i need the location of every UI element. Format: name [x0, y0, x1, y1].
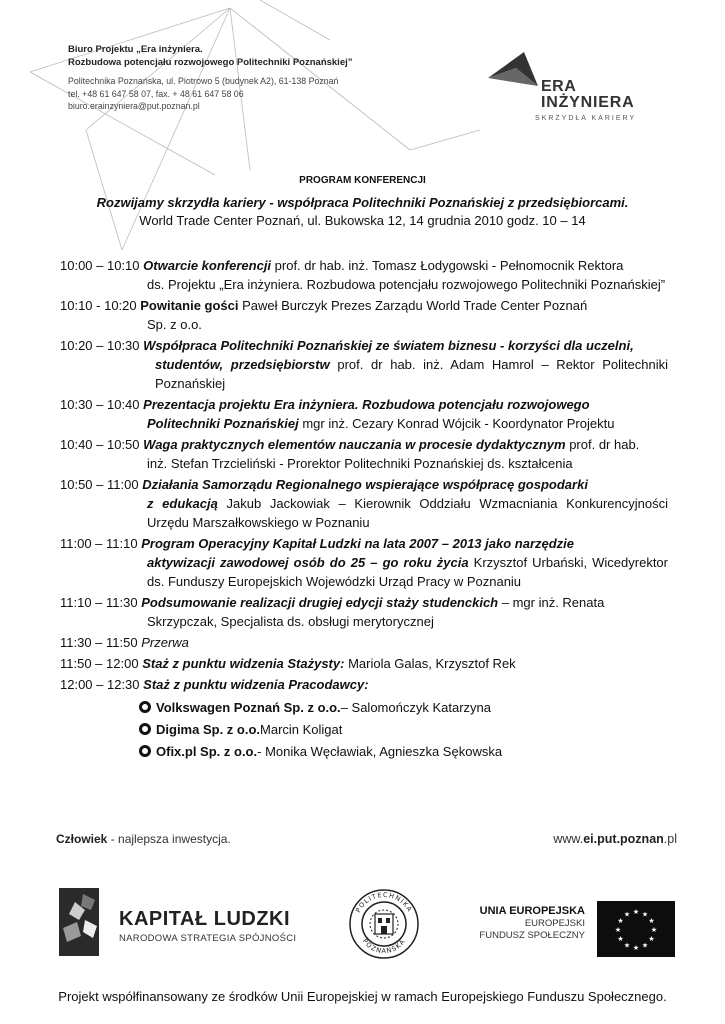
list-item — [60, 718, 668, 740]
svg-text:★: ★ — [617, 935, 624, 943]
office-address: Politechnika Poznańska, ul. Piotrowo 5 (budynek A2), 61-138 Poznań — [68, 76, 339, 86]
kapital-ludzki-emblem-icon — [55, 880, 115, 960]
circle-bullet-icon — [139, 701, 151, 713]
agenda-speaker: Paweł Burczyk Prezes Zarządu World Trade Center Poznań — [238, 298, 588, 313]
employer-people: - Monika Węcławiak, Agnieszka Sękowska — [257, 743, 503, 759]
cofinancing-statement: Projekt współfinansowany ze środków Unii Europejskiej w ramach Europejskiego Funduszu Społecznego. — [58, 989, 667, 1004]
ue-line2: EUROPEJSKI — [524, 918, 585, 929]
employer-company: Digima Sp. z o.o. — [156, 721, 261, 737]
conference-venue: World Trade Center Poznań, ul. Bukowska 12, 14 grudnia 2010 godz. 10 – 14 — [139, 213, 586, 228]
wing-icon — [486, 46, 546, 96]
agenda-time: 11:30 – 11:50 — [60, 635, 138, 650]
agenda-speaker: mgr inż. Cezary Konrad Wójcik - Koordynator Projektu — [298, 416, 615, 431]
agenda-speaker: – mgr inż. Renata — [498, 595, 605, 610]
agenda-title-cont: aktywizacji zawodowej osób do 25 – go roku życia — [147, 555, 469, 570]
website-suffix: .pl — [663, 832, 677, 846]
agenda-speaker: Mariola Galas, Krzysztof Rek — [344, 656, 516, 671]
agenda-item — [60, 593, 668, 631]
agenda-speaker-cont: ds. Projektu „Era inżyniera. Rozbudowa potencjału rozwojowego Politechniki Poznańskiej” — [147, 277, 666, 292]
ue-line1: UNIA EUROPEJSKA — [479, 905, 585, 917]
employer-people: – Salomończyk Katarzyna — [340, 699, 491, 715]
eu-fund-text — [470, 904, 585, 942]
employer-company: Volkswagen Poznań Sp. z o.o. — [156, 699, 341, 715]
svg-text:★: ★ — [641, 941, 649, 950]
eu-flag-icon — [597, 901, 675, 957]
agenda-title: Staż z punktu widzenia Stażysty: — [142, 656, 345, 671]
agenda-speaker-cont: inż. Stefan Trzcieliński - Prorektor Politechniki Poznańskiej ds. kształcenia — [147, 456, 573, 471]
logo-inzyniera-text: INŻYNIERA — [541, 94, 635, 111]
kapital-ludzki-subtitle: NARODOWA STRATEGIA SPÓJNOŚCI — [119, 933, 297, 944]
agenda-time: 10:20 – 10:30 — [60, 338, 140, 353]
agenda-title: Waga praktycznych elementów nauczania w procesie dydaktycznym — [143, 437, 566, 452]
agenda-item — [60, 296, 668, 334]
agenda-time: 11:10 – 11:30 — [60, 595, 138, 610]
office-email[interactable]: biuro.erainzyniera@put.poznan.pl — [68, 101, 200, 111]
office-title-line1: Biuro Projektu „Era inżyniera. — [68, 44, 203, 55]
agenda-item — [60, 435, 668, 473]
agenda-title: Współpraca Politechniki Poznańskiej ze światem biznesu - korzyści dla uczelni, — [143, 338, 634, 353]
employer-company: Ofix.pl Sp. z o.o. — [156, 743, 258, 759]
politechnika-seal — [348, 888, 420, 965]
employer-people: Marcin Koligat — [260, 721, 343, 737]
website-domain: ei.put.poznan — [583, 832, 664, 846]
agenda-speaker-cont: Skrzypczak, Specjalista ds. obsługi merytorycznej — [147, 614, 434, 629]
conference-subtitle: Rozwijamy skrzydła kariery - współpraca Politechniki Poznańskiej z przedsiębiorcami. — [96, 195, 629, 210]
agenda-speaker: prof. dr hab. inż. Adam Hamrol – Rektor Politechniki Poznańskiej — [155, 357, 668, 391]
svg-text:★: ★ — [641, 910, 649, 919]
agenda-item — [60, 675, 668, 694]
agenda-time: 12:00 – 12:30 — [60, 677, 140, 692]
kapital-ludzki-title: KAPITAŁ LUDZKI — [119, 908, 291, 930]
svg-text:★: ★ — [648, 917, 655, 925]
agenda-item — [60, 256, 668, 294]
slogan-bold: Człowiek — [56, 832, 108, 846]
agenda-speaker: Krzysztof Urbański, Wicedyrektor ds. Funduszy Europejskich Wojewódzki Urząd Pracy w Poznaniu — [147, 555, 668, 589]
agenda-speaker: prof. dr hab. inż. Tomasz Łodygowski - Pełnomocnik Rektora — [271, 258, 624, 273]
logo-era-text: ERA — [541, 78, 577, 95]
footer-slogan — [56, 832, 231, 846]
agenda-title-cont: z edukacją — [147, 496, 218, 511]
svg-text:★: ★ — [648, 935, 655, 943]
svg-text:★: ★ — [632, 908, 640, 916]
agenda-time: 10:10 - 10:20 — [60, 298, 137, 313]
list-item — [60, 740, 668, 762]
agenda-title: Powitanie gości — [140, 298, 239, 313]
agenda-title: Podsumowanie realizacji drugiej edycji staży studenckich — [141, 595, 499, 610]
agenda-list — [60, 256, 668, 762]
university-seal-icon — [348, 888, 420, 960]
footer-website-link[interactable] — [553, 832, 677, 846]
agenda-time: 10:40 – 10:50 — [60, 437, 140, 452]
agenda-time: 10:00 – 10:10 — [60, 258, 140, 273]
svg-text:★: ★ — [623, 941, 631, 950]
svg-text:★: ★ — [623, 910, 631, 919]
program-title: PROGRAM KONFERENCJI — [299, 175, 426, 186]
employer-list — [60, 696, 668, 762]
agenda-time: 10:50 – 11:00 — [60, 477, 139, 492]
website-prefix: www. — [553, 832, 584, 846]
agenda-time: 10:30 – 10:40 — [60, 397, 140, 412]
list-item — [60, 696, 668, 718]
circle-bullet-icon — [139, 723, 151, 735]
agenda-speaker: Jakub Jackowiak – Kierownik Oddziału Wzmacniania Konkurencyjności Urzędu Marszałkowskiego w Poznaniu — [147, 496, 668, 530]
agenda-title-cont: studentów, przedsiębiorstw — [155, 357, 330, 372]
logo-tagline: SKRZYDŁA KARIERY — [535, 115, 637, 122]
agenda-speaker-cont: Sp. z o.o. — [147, 317, 202, 332]
agenda-title-cont: Politechniki Poznańskiej — [147, 416, 299, 431]
agenda-item — [60, 395, 668, 433]
svg-text:★: ★ — [650, 926, 658, 934]
kapital-ludzki-logo — [55, 880, 315, 960]
svg-text:★: ★ — [617, 917, 624, 925]
era-inzyniera-logo — [486, 46, 646, 126]
footer-logos — [0, 880, 725, 970]
agenda-title: Program Operacyjny Kapitał Ludzki na lata 2007 – 2013 jako narzędzie — [141, 536, 575, 551]
agenda-item — [60, 475, 668, 532]
agenda-time: 11:50 – 12:00 — [60, 656, 139, 671]
agenda-item — [60, 654, 668, 673]
svg-text:★: ★ — [632, 944, 640, 952]
agenda-item — [60, 336, 668, 393]
slogan-rest: - najlepsza inwestycja. — [107, 832, 231, 846]
agenda-item — [60, 534, 668, 591]
office-title-line2: Rozbudowa potencjału rozwojowego Politechniki Poznańskiej” — [68, 56, 353, 68]
office-phone: tel. +48 61 647 58 07, fax. + 48 61 647 58 06 — [68, 88, 244, 99]
ue-line3: FUNDUSZ SPOŁECZNY — [479, 930, 585, 941]
seal-text-bottom: POZNAŃSKA — [360, 937, 408, 956]
project-office-header — [68, 44, 408, 113]
agenda-item — [60, 633, 668, 652]
agenda-title: Działania Samorządu Regionalnego wspierające współpracę gospodarki — [142, 477, 588, 492]
circle-bullet-icon — [139, 745, 151, 757]
agenda-title: Staż z punktu widzenia Pracodawcy: — [143, 677, 369, 692]
svg-text:★: ★ — [614, 926, 622, 934]
agenda-title: Otwarcie konferencji — [143, 258, 272, 273]
agenda-time: 11:00 – 11:10 — [60, 536, 138, 551]
agenda-break: Przerwa — [141, 635, 189, 650]
agenda-title: Prezentacja projektu Era inżyniera. Rozbudowa potencjału rozwojowego — [143, 397, 590, 412]
agenda-speaker: prof. dr hab. — [565, 437, 640, 452]
seal-text-top: POLITECHNIKA — [354, 890, 414, 914]
